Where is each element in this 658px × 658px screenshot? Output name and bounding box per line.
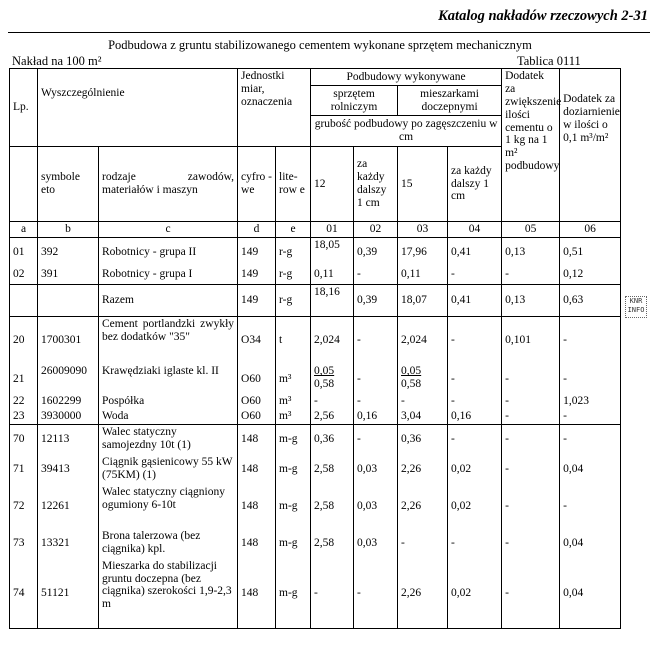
col-letter: c: [99, 222, 238, 238]
head-literowe: lite- row e: [276, 147, 311, 222]
cell-symbol: 13321: [38, 529, 99, 559]
cell-05: -: [502, 394, 560, 409]
cell-lp: 74: [10, 559, 38, 629]
cell-name: Robotnicy - grupa I: [99, 267, 238, 284]
head-mieszarki: mieszarkami doczepnymi: [398, 86, 502, 116]
cell-03: 18,07: [398, 284, 448, 316]
cell-symbol: 51121: [38, 559, 99, 629]
head-symbole: symbole eto: [38, 147, 99, 222]
cell-01: 0,36: [311, 425, 354, 455]
cell-03: 2,26: [398, 485, 448, 529]
catalog-header: Katalog nakładów rzeczowych 2-31: [438, 8, 648, 24]
cell-01: 2,58: [311, 455, 354, 485]
cell-lp: 72: [10, 485, 38, 529]
cell-symbol: 1700301: [38, 316, 99, 364]
cell-lp: 23: [10, 409, 38, 424]
cell-02: 0,39: [354, 284, 398, 316]
cell-d: 148: [238, 559, 276, 629]
cell-02: 0,03: [354, 485, 398, 529]
cell-04: -: [448, 316, 502, 364]
cell-06: 0,63: [560, 284, 621, 316]
cell-01: 0,11: [311, 267, 354, 284]
col-letter: d: [238, 222, 276, 238]
cell-symbol: 39413: [38, 455, 99, 485]
cell-d: 149: [238, 267, 276, 284]
cell-05: -: [502, 425, 560, 455]
head-grubosc: grubość podbudowy po zagęszczeniu w cm: [311, 116, 502, 147]
cell-03-num: 0,05: [401, 365, 422, 378]
cell-name: Ciągnik gąsienicowy 55 kW (75KM) (1): [99, 455, 238, 485]
head-g12: 12: [311, 147, 354, 222]
cell-d: 148: [238, 455, 276, 485]
cell-name: Woda: [99, 409, 238, 424]
cell-05: -: [502, 409, 560, 424]
cell-02: -: [354, 267, 398, 284]
cell-symbol: 3930000: [38, 409, 99, 424]
cell-03: -: [398, 529, 448, 559]
cell-03-den: 0,58: [401, 378, 422, 391]
cell-05: -: [502, 529, 560, 559]
cell-name: Walec statyczny samojezdny 10t (1): [99, 425, 238, 455]
col-letter: 06: [560, 222, 621, 238]
cell-03: 3,04: [398, 409, 448, 424]
table-row: [10, 267, 621, 284]
col-letter: b: [38, 222, 99, 238]
cell-04: 0,41: [448, 237, 502, 267]
cell-e: m³: [276, 394, 311, 409]
cell-lp: 73: [10, 529, 38, 559]
cell-01: [311, 364, 354, 394]
cell-04: 0,41: [448, 284, 502, 316]
cell-symbol: 12261: [38, 485, 99, 529]
head-cyfrowe: cyfro - we: [238, 147, 276, 222]
cell-name: Walec statyczny ciągniony ogumiony 6-10t: [99, 485, 238, 529]
cell-03: 2,024: [398, 316, 448, 364]
table-title: Podbudowa z gruntu stabilizowanego cementem wykonane sprzętem mechanicznym: [108, 38, 532, 52]
cell-e: m-g: [276, 455, 311, 485]
cell-05: -: [502, 485, 560, 529]
cell-01: -: [311, 394, 354, 409]
tablica-label: Tablica 0111: [517, 54, 581, 68]
cell-02: -: [354, 364, 398, 394]
cell-name: Cement portlandzki zwykły bez dodatków "35": [99, 316, 238, 364]
table-row: [10, 425, 621, 455]
head-dalszy2: za każdy dalszy 1 cm: [448, 147, 502, 222]
cell-04: -: [448, 267, 502, 284]
cell-06: -: [560, 316, 621, 364]
col-letter: a: [10, 222, 38, 238]
head-lp: Lp.: [10, 69, 38, 147]
cell-01: 18,05: [311, 237, 354, 267]
table-row: [10, 455, 621, 485]
head-sprzet: sprzętem rolniczym: [311, 86, 398, 116]
table-row: [10, 409, 621, 424]
cell-lp: 22: [10, 394, 38, 409]
cell-e: r-g: [276, 237, 311, 267]
cell-e: t: [276, 316, 311, 364]
cell-05: 0,13: [502, 284, 560, 316]
cell-02: -: [354, 316, 398, 364]
cell-d: O60: [238, 364, 276, 394]
cell-04: -: [448, 425, 502, 455]
cell-01: 18,16: [311, 284, 354, 316]
cell-d: 148: [238, 485, 276, 529]
head-dodatek-doziarn: Dodatek za doziarnienie w ilości o 0,1 m³/m²: [560, 69, 621, 222]
cell-06: 0,51: [560, 237, 621, 267]
table-row: [10, 485, 621, 529]
table-row: [10, 559, 621, 629]
head-dalszy1: za każdy dalszy 1 cm: [354, 147, 398, 222]
table-row: [10, 364, 621, 394]
cell-05: -: [502, 364, 560, 394]
cell-name: Brona talerzowa (bez ciągnika) kpl.: [99, 529, 238, 559]
cell-05: 0,101: [502, 316, 560, 364]
cell-06: 0,04: [560, 529, 621, 559]
cell-e: m³: [276, 364, 311, 394]
col-letter: 04: [448, 222, 502, 238]
cell-e: m-g: [276, 425, 311, 455]
cell-06: -: [560, 425, 621, 455]
cell-02: -: [354, 394, 398, 409]
cell-03: 0,11: [398, 267, 448, 284]
cell-d: 149: [238, 284, 276, 316]
cell-d: O60: [238, 394, 276, 409]
cell-03: 17,96: [398, 237, 448, 267]
cell-06: 0,12: [560, 267, 621, 284]
cell-05: -: [502, 559, 560, 629]
cell-d: O34: [238, 316, 276, 364]
head-podbudowy: Podbudowy wykonywane: [311, 69, 502, 86]
table-row-total: [10, 284, 621, 316]
cell-06: 1,023: [560, 394, 621, 409]
cell-d: 148: [238, 529, 276, 559]
header-rule: [8, 32, 650, 33]
cell-01: 2,024: [311, 316, 354, 364]
cell-04: 0,02: [448, 559, 502, 629]
cell-symbol: 1602299: [38, 394, 99, 409]
cell-e: m³: [276, 409, 311, 424]
cell-03: [398, 364, 448, 394]
cell-e: m-g: [276, 529, 311, 559]
cell-04: 0,02: [448, 485, 502, 529]
cell-symbol: 392: [38, 237, 99, 267]
cell-01: -: [311, 559, 354, 629]
cell-name: Pospółka: [99, 394, 238, 409]
cell-06: -: [560, 364, 621, 394]
cell-lp: 71: [10, 455, 38, 485]
table-row: [10, 316, 621, 364]
cell-lp: 21: [10, 364, 38, 394]
cell-symbol: [38, 284, 99, 316]
cell-02: -: [354, 559, 398, 629]
cell-02: 0,39: [354, 237, 398, 267]
cell-03: 2,26: [398, 559, 448, 629]
table-row: [10, 529, 621, 559]
cell-e: m-g: [276, 485, 311, 529]
cell-e: r-g: [276, 267, 311, 284]
cell-lp: 20: [10, 316, 38, 364]
head-jednostki: Jednostki miar, oznaczenia: [238, 69, 311, 147]
cell-06: -: [560, 485, 621, 529]
cell-02: -: [354, 425, 398, 455]
norms-table: [9, 68, 621, 629]
head-dodatek-cement: Dodatek za zwiększenie ilości cementu o 1 kg na 1 m² podbudowy: [502, 69, 560, 222]
cell-name: Mieszarka do stabilizacji gruntu doczepna (bez ciągnika) szerokości 1,9-2,3 m: [99, 559, 238, 629]
cell-01: 2,58: [311, 529, 354, 559]
cell-04: -: [448, 394, 502, 409]
col-letter: e: [276, 222, 311, 238]
cell-d: 148: [238, 425, 276, 455]
side-mark-icon: KNR INFO: [625, 296, 647, 318]
cell-d: O60: [238, 409, 276, 424]
cell-05: -: [502, 267, 560, 284]
cell-01: 2,58: [311, 485, 354, 529]
cell-symbol: 391: [38, 267, 99, 284]
head-g15: 15: [398, 147, 448, 222]
cell-05: 0,13: [502, 237, 560, 267]
cell-lp: 01: [10, 237, 38, 267]
cell-06: 0,04: [560, 455, 621, 485]
cell-02: 0,03: [354, 455, 398, 485]
head-lp-cont: [10, 147, 38, 222]
cell-lp: 70: [10, 425, 38, 455]
cell-06: -: [560, 409, 621, 424]
cell-02: 0,16: [354, 409, 398, 424]
cell-04: 0,02: [448, 455, 502, 485]
cell-03: -: [398, 394, 448, 409]
cell-symbol: 12113: [38, 425, 99, 455]
table-row: [10, 394, 621, 409]
cell-lp: [10, 284, 38, 316]
cell-lp: 02: [10, 267, 38, 284]
cell-name: Krawędziaki iglaste kl. II: [99, 364, 238, 394]
cell-04: -: [448, 364, 502, 394]
col-letter: 05: [502, 222, 560, 238]
cell-name: Razem: [99, 284, 238, 316]
col-letter: 01: [311, 222, 354, 238]
table-row: [10, 237, 621, 267]
col-letter: 03: [398, 222, 448, 238]
cell-01: 2,56: [311, 409, 354, 424]
cell-04: -: [448, 529, 502, 559]
head-wyszczegolnienie: Wyszczególnienie: [38, 69, 238, 147]
cell-e: r-g: [276, 284, 311, 316]
naklad-label: Nakład na 100 m²: [12, 54, 102, 68]
cell-01-num: 0,05: [314, 365, 335, 378]
cell-name: Robotnicy - grupa II: [99, 237, 238, 267]
cell-e: m-g: [276, 559, 311, 629]
cell-06: 0,04: [560, 559, 621, 629]
cell-03: 0,36: [398, 425, 448, 455]
col-letter: 02: [354, 222, 398, 238]
cell-03: 2,26: [398, 455, 448, 485]
cell-01-den: 0,58: [314, 378, 335, 391]
cell-d: 149: [238, 237, 276, 267]
cell-05: -: [502, 455, 560, 485]
cell-symbol: 26009090: [38, 364, 99, 394]
head-rodzaje: rodzaje zawodów, materiałów i maszyn: [99, 147, 238, 222]
cell-04: 0,16: [448, 409, 502, 424]
cell-02: 0,03: [354, 529, 398, 559]
